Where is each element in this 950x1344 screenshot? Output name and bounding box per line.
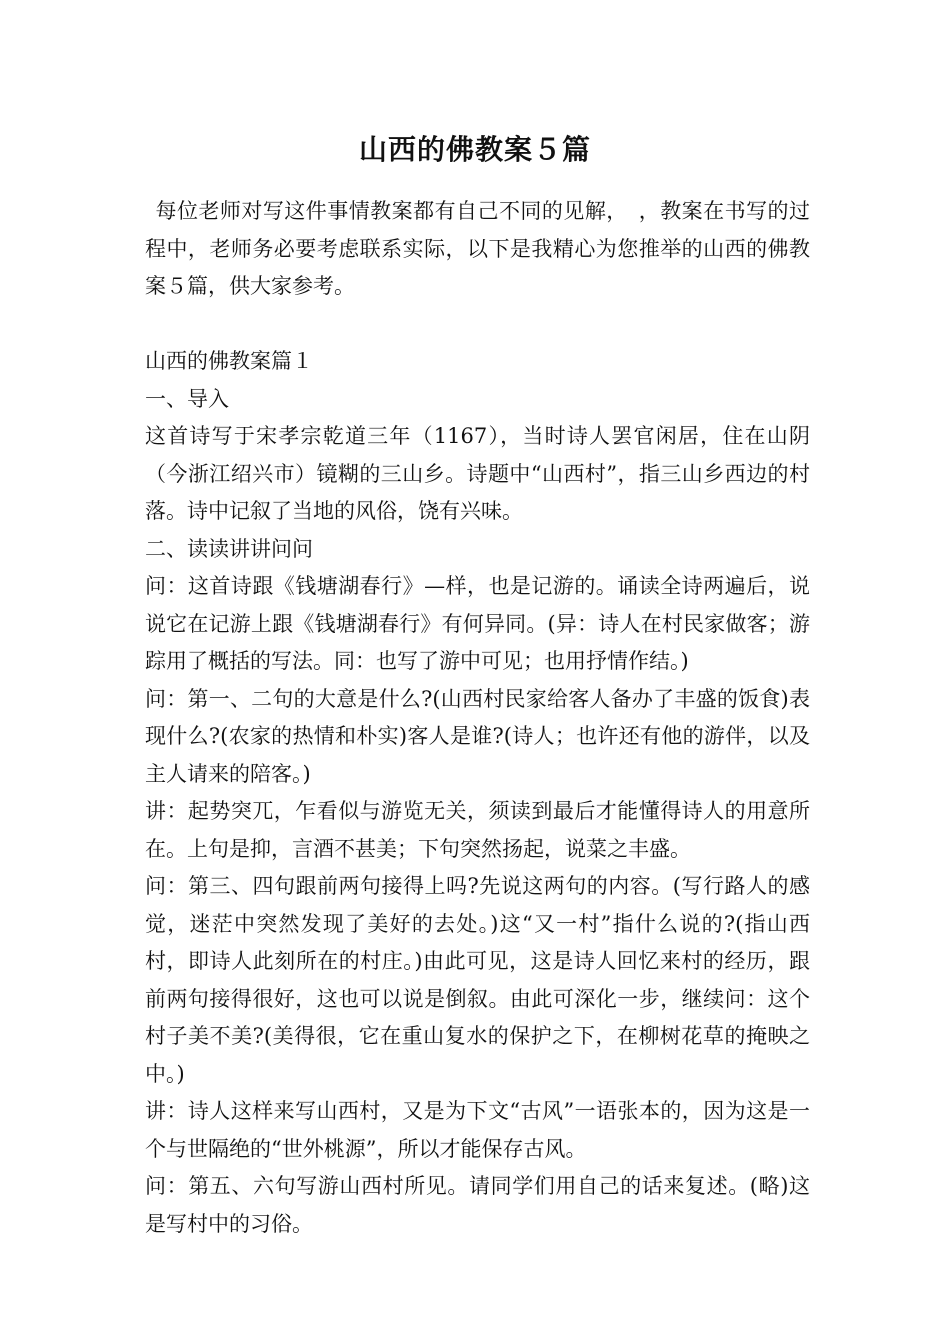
paragraph-gap	[145, 306, 810, 344]
explanation-paragraph: 讲：诗人这样来写山西村，又是为下文“古风”一语张本的，因为这是一个与世隔绝的“世外桃源”，所以才能保存古风。	[145, 1099, 810, 1161]
question-paragraph: 问：第三、四句跟前两句接得上吗?先说这两句的内容。(写行路人的感觉，迷茫中突然发现了美好的去处。)这“又一村”指什么说的?(指山西村，即诗人此刻所在的村庄。)由此可见，这是诗人回忆来村的经历，跟前两句接得很好，这也可以说是倒叙。由此可深化一步，继续问：这个村子美不美?(美得很，它在重山复水的保护之下，在柳树花草的掩映之中。)	[145, 874, 810, 1086]
question-paragraph: 问：第一、二句的大意是什么?(山西村民家给客人备办了丰盛的饭食)表现什么?(农家的热情和朴实)客人是谁?(诗人；也许还有他的游伴，以及主人请来的陪客。)	[145, 686, 810, 786]
question-paragraph: 问：这首诗跟《钱塘湖春行》—样，也是记游的。诵读全诗两遍后，说说它在记游上跟《钱塘湖春行》有何异同。(异：诗人在村民家做客；游踪用了概括的写法。同：也写了游中可见；也用抒情作结。)	[145, 574, 810, 673]
heading-reading: 二、读读讲讲问问	[145, 536, 313, 561]
explanation-paragraph: 讲：起势突兀，乍看似与游览无关，须读到最后才能懂得诗人的用意所在。上句是抑，言酒不甚美；下句突然扬起，说菜之丰盛。	[145, 799, 810, 861]
document-title: 山西的佛教案５篇	[358, 133, 591, 166]
section-heading: 山西的佛教案篇１	[145, 349, 313, 373]
document-body	[145, 193, 810, 1243]
intro-paragraph: 每位老师对写这件事情教案都有自己不同的见解， ，教案在书写的过程中，老师务必要考虑联系实际，以下是我精心为您推举的山西的佛教案５篇，供大家参考。	[145, 199, 810, 298]
body-paragraph: 这首诗写于宋孝宗乾道三年（1167），当时诗人罢官闲居，住在山阴（今浙江绍兴市）镜糊的三山乡。诗题中“山西村”，指三山乡西边的村落。诗中记叙了当地的风俗，饶有兴味。	[145, 424, 810, 523]
heading-introduction: 一、导入	[145, 386, 229, 411]
question-paragraph: 问：第五、六句写游山西村所见。请同学们用自己的话来复述。(略)这是写村中的习俗。	[145, 1174, 810, 1236]
